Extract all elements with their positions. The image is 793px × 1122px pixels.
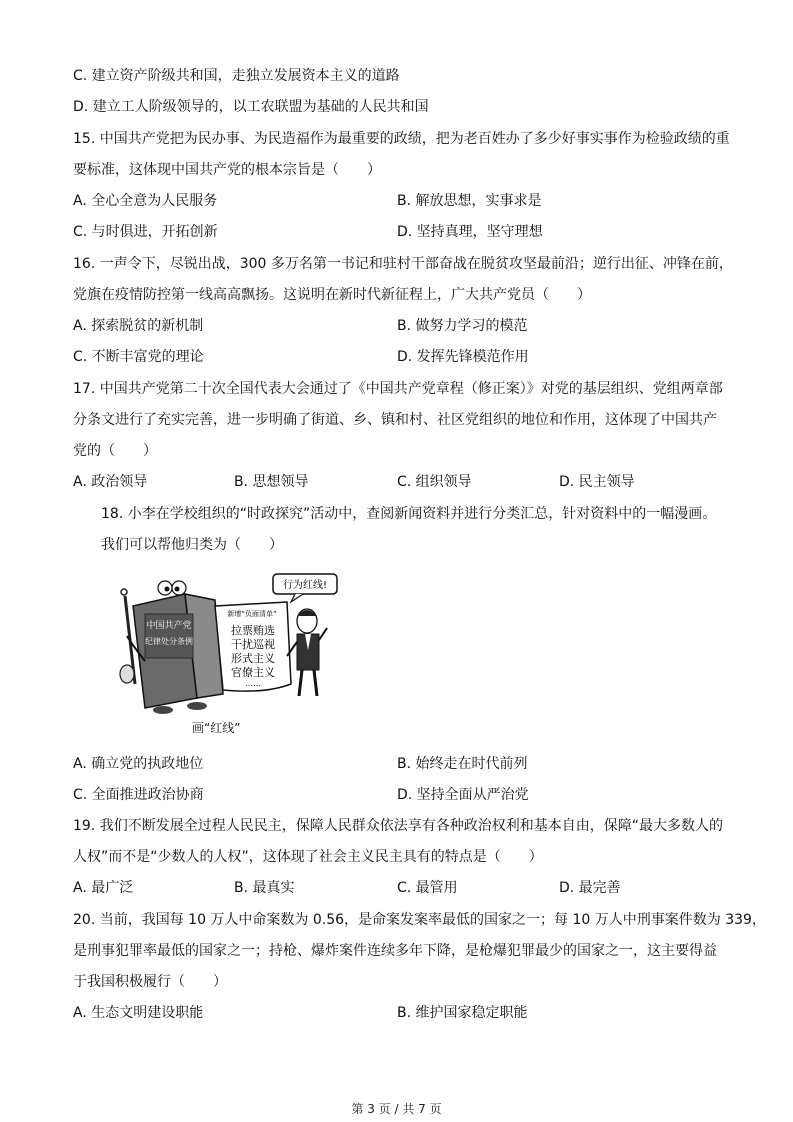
question-20-option-b[interactable]: B. 维护国家稳定职能 (397, 1005, 528, 1021)
list-item-2: 干扰巡视 (231, 638, 275, 651)
question-15-option-b[interactable]: B. 解放思想，实事求是 (397, 193, 542, 209)
question-15-option-a[interactable]: A. 全心全意为人民服务 (73, 193, 218, 209)
list-item-1: 拉票贿选 (231, 624, 275, 637)
list-header: 新增“负面清单” (227, 610, 277, 618)
question-18-option-a[interactable]: A. 确立党的执政地位 (73, 756, 204, 772)
question-19-option-a[interactable]: A. 最广泛 (73, 880, 134, 896)
book-title-line2: 纪律处分条例 (145, 637, 193, 646)
question-18-option-b[interactable]: B. 始终走在时代前列 (397, 756, 528, 772)
question-18-stem-line1: 18. 小李在学校组织的“时政探究”活动中，查阅新闻资料并进行分类汇总，针对资料中的一幅漫画。 (101, 506, 717, 522)
question-15-option-c[interactable]: C. 与时俱进，开拓创新 (73, 224, 218, 240)
speech-text: 行为红线! (282, 580, 328, 591)
question-19-option-b[interactable]: B. 最真实 (234, 880, 295, 896)
question-18-stem-line2: 我们可以帮他归类为（ ） (101, 537, 283, 553)
question-16-option-b[interactable]: B. 做努力学习的模范 (397, 318, 528, 334)
question-19-option-c[interactable]: C. 最管用 (397, 880, 458, 896)
red-line-cartoon (115, 566, 360, 718)
question-19-stem-line1: 19. 我们不断发展全过程人民民主，保障人民群众依法享有各种政治权利和基本自由，保障“最大多数人的 (73, 818, 723, 834)
question-17-stem-line3: 党的（ ） (73, 443, 157, 459)
option-c: C. 建立资产阶级共和国，走独立发展资本主义的道路 (73, 68, 400, 84)
question-17-stem-line1: 17. 中国共产党第二十次全国代表大会通过了《中国共产党章程（修正案）》对党的基层组织、党组两章部 (73, 381, 723, 397)
option-d: D. 建立工人阶级领导的，以工农联盟为基础的人民共和国 (73, 99, 429, 115)
question-15-stem-line2: 要标准，这体现中国共产党的根本宗旨是（ ） (73, 162, 381, 178)
question-18-option-c[interactable]: C. 全面推进政治协商 (73, 787, 204, 803)
question-20-stem-line1: 20. 当前，我国每 10 万人中命案数为 0.56，是命案发案率最低的国家之一；每 10 万人中刑事案件数为 339， (73, 912, 766, 928)
cartoon-caption: 画“红线” (192, 721, 241, 735)
question-20-stem-line3: 于我国积极履行（ ） (73, 974, 227, 990)
question-15-option-d[interactable]: D. 坚持真理，坚守理想 (397, 224, 543, 240)
book-title-line1: 中国共产党 (146, 621, 192, 631)
question-16-stem-line2: 党旗在疫情防控第一线高高飘扬。这说明在新时代新征程上，广大共产党员（ ） (73, 287, 591, 303)
list-item-3: 形式主义 (231, 652, 275, 665)
question-17-option-a[interactable]: A. 政治领导 (73, 474, 148, 490)
question-19-stem-line2: 人权”而不是“少数人的人权”，这体现了社会主义民主具有的特点是（ ） (73, 849, 543, 865)
speech-bubble (273, 574, 337, 602)
question-18-option-d[interactable]: D. 坚持全面从严治党 (397, 787, 529, 803)
question-15-stem-line1: 15. 中国共产党把为民办事、为民造福作为最重要的政绩，把为老百姓办了多少好事实事作为检验政绩的重 (73, 131, 730, 147)
page-footer: 第 3 页 / 共 7 页 (351, 1102, 442, 1116)
question-16-option-d[interactable]: D. 发挥先锋模范作用 (397, 349, 529, 365)
question-16-option-c[interactable]: C. 不断丰富党的理论 (73, 349, 204, 365)
list-item-5: …… (245, 679, 261, 688)
question-17-stem-line2: 分条文进行了充实完善，进一步明确了街道、乡、镇和村、社区党组织的地位和作用，这体现了中国共产 (73, 412, 717, 428)
question-17-option-b[interactable]: B. 思想领导 (234, 474, 309, 490)
question-20-stem-line2: 是刑事犯罪率最低的国家之一；持枪、爆炸案件连续多年下降，是枪爆犯罪最少的国家之一，这主要得益 (73, 943, 717, 959)
question-16-option-a[interactable]: A. 探索脱贫的新机制 (73, 318, 204, 334)
question-17-option-d[interactable]: D. 民主领导 (559, 474, 635, 490)
question-16-stem-line1: 16. 一声令下，尽锐出战，300 多万名第一书记和驻村干部奋战在脱贫攻坚最前沿；逆行出征、冲锋在前， (73, 256, 733, 272)
list-item-4: 官僚主义 (231, 666, 275, 679)
question-20-option-a[interactable]: A. 生态文明建设职能 (73, 1005, 204, 1021)
question-17-option-c[interactable]: C. 组织领导 (397, 474, 472, 490)
question-19-option-d[interactable]: D. 最完善 (559, 880, 621, 896)
negative-list-scroll (215, 602, 291, 691)
discipline-book (127, 581, 223, 714)
man-figure (287, 609, 327, 696)
